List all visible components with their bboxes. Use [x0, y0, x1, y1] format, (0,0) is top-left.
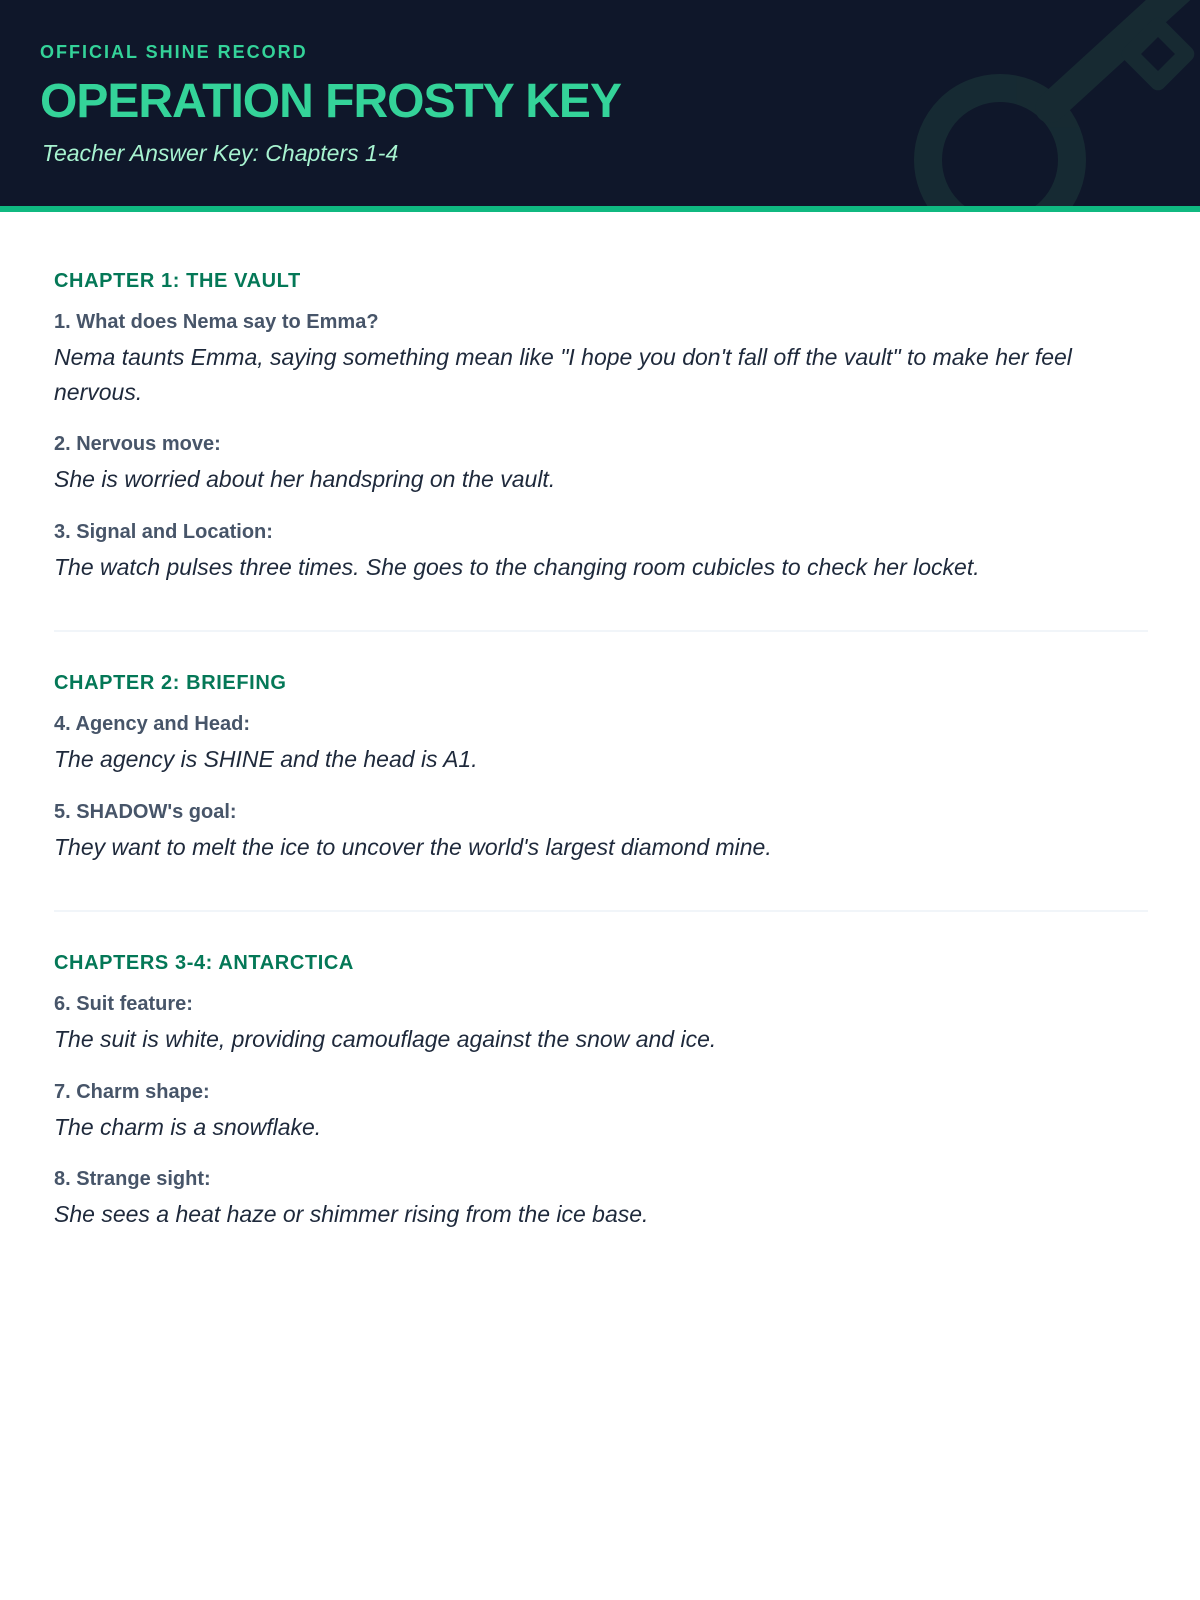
page-subtitle: Teacher Answer Key: Chapters 1-4	[42, 140, 399, 166]
section-chapter-2	[54, 630, 1148, 910]
section-heading: CHAPTERS 3-4: ANTARCTICA	[54, 952, 354, 974]
answer-text: The agency is SHINE and the head is A1.	[54, 746, 478, 772]
answer-text: The charm is a snowflake.	[54, 1113, 322, 1140]
list-item	[54, 1081, 1148, 1145]
list-item	[54, 433, 1148, 497]
answer-text: She sees a heat haze or shimmer rising from the ice base.	[54, 1201, 649, 1227]
question-text: 1. What does Nema say to Emma?	[54, 311, 379, 333]
page-header	[0, 0, 1200, 212]
section-chapters-3-4	[54, 910, 1148, 1278]
question-text: 4. Agency and Head:	[54, 713, 250, 735]
list-item	[54, 521, 1148, 585]
question-text: 6. Suit feature:	[54, 993, 193, 1015]
answer-text: The watch pulses three times. She goes to the changing room cubicles to check her locket.	[54, 553, 980, 580]
answer-text: Nema taunts Emma, saying something mean like "I hope you don't fall off the vault" to make her feel nervous.	[54, 344, 1072, 405]
record-label: OFFICIAL SHINE RECORD	[40, 42, 308, 62]
section-heading: CHAPTER 2: BRIEFING	[54, 672, 287, 694]
question-text: 7. Charm shape:	[54, 1080, 210, 1103]
list-item	[54, 801, 1148, 865]
key-icon	[900, 0, 1200, 212]
answer-key-content	[54, 270, 1148, 1278]
question-text: 3. Signal and Location:	[54, 520, 273, 543]
page-title: OPERATION FROSTY KEY	[40, 75, 621, 128]
answer-text: They want to melt the ice to uncover the world's largest diamond mine.	[54, 833, 772, 860]
answer-text: She is worried about her handspring on the vault.	[54, 466, 556, 492]
list-item	[54, 311, 1148, 409]
question-text: 2. Nervous move:	[54, 433, 221, 455]
answer-text: The suit is white, providing camouflage against the snow and ice.	[54, 1026, 717, 1052]
list-item	[54, 713, 1148, 777]
question-text: 8. Strange sight:	[54, 1168, 211, 1190]
question-text: 5. SHADOW's goal:	[54, 800, 237, 823]
section-chapter-1	[54, 270, 1148, 630]
list-item	[54, 993, 1148, 1057]
list-item	[54, 1168, 1148, 1232]
section-heading: CHAPTER 1: THE VAULT	[54, 270, 301, 292]
